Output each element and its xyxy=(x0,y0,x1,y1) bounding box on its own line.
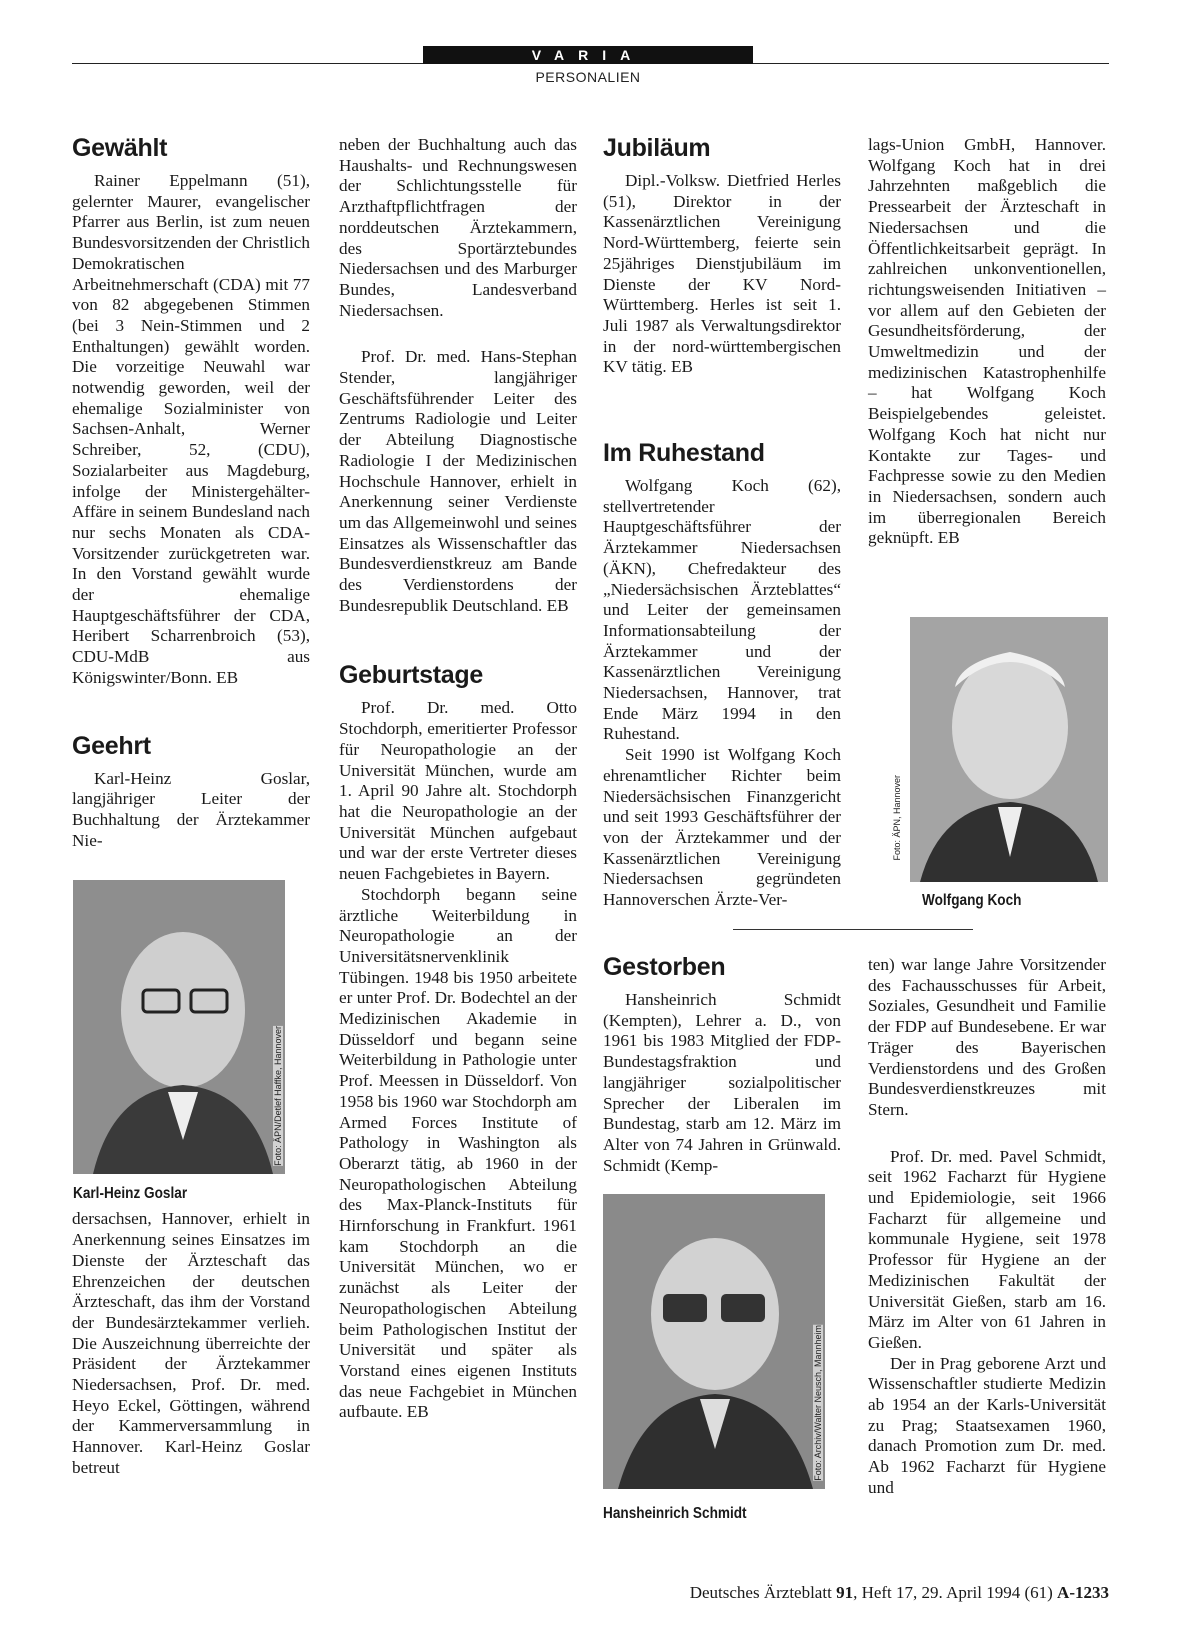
column-4 xyxy=(868,135,1106,549)
credit-goslar: Foto: ÄPN/Detlef Haffke, Hannover xyxy=(273,1026,283,1166)
footer-journal: Deutsches Ärzteblatt xyxy=(689,1583,837,1602)
section-label: PERSONALIEN xyxy=(535,69,641,85)
footer-volume: 91 xyxy=(836,1583,854,1602)
divider-rule xyxy=(733,929,973,930)
photo-wolfgang-koch xyxy=(910,617,1108,882)
caption-koch: Wolfgang Koch xyxy=(922,892,1022,909)
heading-ruhestand: Im Ruhestand xyxy=(603,439,765,468)
text-herles: Dipl.-Volksw. Dietfried Herles (51), Direktor in der Kassenärztlichen Vereinigung Nord-Württemberg, feierte sein 25jähriges Dienstjubiläum im Dienste der KV Nord-Württemberg. Herles ist seit 1. Juli 1987 als Verwaltungsdirektor in der nord-württembergischen KV tätig. EB xyxy=(603,171,841,377)
text-stochdorph-2: Stochdorph begann seine ärztliche Weiterbildung in Neuropathologie an der Universitätsnervenklinik Tübingen. 1948 bis 1950 arbeitete er unter Prof. Dr. Bodechtel an der Medizinischen Akademie in Düsseldorf und begann seine Weiterbildung in Pathologie unter Prof. Meessen in Düsseldorf. Von 1958 bis 1960 war Stochdorph am Armed Forces Institute of Pathology in Washington als Oberarzt tätig, ab 1960 in der Neuropathologischen Abteilung des Max-Planck-Instituts für Hirnforschung in Frankfurt. 1961 kam Stochdorph an die Universität München, wo er zunächst als Leiter der Neuropathologischen Abteilung beim Pathologischen Institut der Universität und später als Vorstand eines eigenen Instituts das neue Fachgebiet in München aufbaute. EB xyxy=(339,884,577,1422)
text-stender: Prof. Dr. med. Hans-Stephan Stender, langjähriger Geschäftsführender Leiter des Zentrums Radiologie und Leiter der Abteilung Diagnostische Radiologie I der Medizinischen Hochschule Hannover, erhielt in Anerkennung seiner Verdienste um das Allgemeinwohl und seines Einsatzes als Wissenschaftler das Bundesverdienstkreuz am Bande des Verdienstordens der Bundesrepublik Deutschland. EB xyxy=(339,347,577,615)
text-pavel-schmidt-2: Der in Prag geborene Arzt und Wissenschaftler studierte Medizin ab 1954 an der Karls-Universität zu Prag; Staatsexamen 1960, danach Promotion zum Dr. med. Ab 1962 Facharzt für Hygiene und xyxy=(868,1353,1106,1497)
text-gewaehlt-cont: neben der Buchhaltung auch das Haushalts- und Rechnungswesen der Schlichtungsstelle für Arzthaftpflichtfragen der norddeutschen Ärztekammern, des Sportärztebundes Niedersachsen und des Marburger Bundes, Landesverband Niedersachsen. xyxy=(339,135,577,320)
text-koch-3: lags-Union GmbH, Hannover. Wolfgang Koch hat in drei Jahrzehnten maßgeblich die Pressearbeit der Ärzteschaft in Niedersachsen und die Öffentlichkeitsarbeit geprägt. In zahlreichen unkonventionellen, richtungsweisenden Initiativen – vor allem auf den Gebieten der Gesundheitsförderung, der Umweltmedizin und der medizinischen Katastrophenhilfe – hat Wolfgang Koch Beispielgebendes geleistet. Wolfgang Koch hat nicht nur Kontakte zur Tages- und Fachpresse sowie zu den Medien in Niedersachsen, sondern auch im überregionalen Bereich geknüpft. EB xyxy=(868,135,1106,548)
text-pavel-schmidt-1: Prof. Dr. med. Pavel Schmidt, seit 1962 Facharzt für Hygiene und Epidemiologie, seit 1966 Facharzt für allgemeine und kommunale Hygiene, seit 1978 Professor für Hygiene an der Medizinischen Fakultät der Universität Gießen, starb am 16. März im Alter von 61 Jahren in Gießen. xyxy=(868,1146,1106,1352)
heading-geburtstage: Geburtstage xyxy=(339,661,483,690)
text-geehrt-2: dersachsen, Hannover, erhielt in Anerkennung seines Einsatzes im Dienste der Ärzteschaft das Ehrenzeichen der deutschen Ärzteschaft, das ihm der Vorstand der Bundesärztekammer verlieh. Die Auszeichnung überreichte der Präsident der Ärztekammer Niedersachsen, Prof. Dr. med. Heyo Eckel, Göttingen, während der Kammerversammlung in Hannover. Karl-Heinz Goslar betreut xyxy=(72,1209,310,1477)
portrait-schmidt-icon xyxy=(603,1194,825,1489)
photo-hansheinrich-schmidt xyxy=(603,1194,825,1489)
text-geehrt-1: Karl-Heinz Goslar, langjähriger Leiter der Buchhaltung der Ärztekammer Nie- xyxy=(72,768,310,850)
caption-hansheinrich-schmidt: Hansheinrich Schmidt xyxy=(603,1505,747,1522)
text-gewaehlt: Rainer Eppelmann (51), gelernter Maurer, evangelischer Pfarrer aus Berlin, ist zum neuen Bundesvorsitzenden der Christlich Demokratischen Arbeitnehmerschaft (CDA) mit 77 von 82 abgegebenen Stimmen (bei 3 Nein-Stimmen und 2 Enthaltungen) gewählt worden. Die vorzeitige Neuwahl war notwendig geworden, weil der ehemalige Sozialminister von Sachsen-Anhalt, Werner Schreiber, 52, (CDU), Sozialarbeiter aus Magdeburg, infolge der Ministergehälter-Affäre in seinem Bundesland nach nur sechs Monaten als CDA-Vorsitzender zurückgetreten war. In den Vorstand gewählt wurde der ehemalige Hauptgeschäftsführer der CDA, Heribert Scharrenbroich (53), CDU-MdB aus Königswinter/Bonn. EB xyxy=(72,171,310,687)
heading-jubilaeum: Jubiläum xyxy=(603,134,711,162)
credit-schmidt: Foto: Archiv/Walter Neusch, Mannheim xyxy=(813,1325,823,1481)
column-3 xyxy=(603,133,841,911)
credit-koch: Foto: ÄPN, Hannover xyxy=(892,775,902,861)
column-2 xyxy=(339,135,577,1423)
portrait-koch-icon xyxy=(910,617,1108,882)
footer-issue: , Heft 17, 29. April 1994 (61) xyxy=(853,1583,1058,1602)
caption-goslar: Karl-Heinz Goslar xyxy=(73,1185,188,1202)
photo-karl-heinz-goslar xyxy=(73,880,285,1174)
text-hansheinrich-cont: ten) war lange Jahre Vorsitzender des Fachausschusses für Arbeit, Soziales, Gesundheit und Familie der FDP auf Bundesebene. Er war Träger des Bayerischen Verdienstordens und des Großen Bundesverdienstkreuzes mit Stern. xyxy=(868,955,1106,1119)
footer-page: A-1233 xyxy=(1057,1583,1109,1602)
column-4-lower xyxy=(868,955,1106,1499)
text-koch-1: Wolfgang Koch (62), stellvertretender Hauptgeschäftsführer der Ärztekammer Niedersachsen (ÄKN), Chefredakteur des „Niedersächsischen Ärzteblattes“ und Leiter der gemeinsamen Informationsabteilung der Ärztekammer und der Kassenärztlichen Vereinigung Niedersachsen, Hannover, trat Ende März 1994 in den Ruhestand. xyxy=(603,476,841,744)
text-hansheinrich-schmidt: Hansheinrich Schmidt (Kempten), Lehrer a. D., von 1961 bis 1983 Mitglied der FDP-Bundestagsfraktion und langjähriger sozialpolitischer Sprecher der Liberalen im Bundestag, starb am 12. März im Alter von 74 Jahren in Grünwald. Schmidt (Kemp- xyxy=(603,990,841,1175)
heading-gewaehlt: Gewählt xyxy=(72,134,168,162)
column-1 xyxy=(72,133,310,1479)
heading-geehrt: Geehrt xyxy=(72,731,151,760)
heading-gestorben: Gestorben xyxy=(603,953,726,981)
portrait-goslar-icon xyxy=(73,880,285,1174)
page-footer xyxy=(690,1583,1109,1603)
column-3-lower xyxy=(603,952,841,1176)
varia-banner: VARIA xyxy=(423,46,753,64)
text-koch-2: Seit 1990 ist Wolfgang Koch ehrenamtlicher Richter beim Niedersächsischen Finanzgericht und seit 1993 Geschäftsführer der von der Ärztekammer und der Kassenärztlichen Vereinigung Niedersachsen gegründeten Hannoverschen Ärzte-Ver- xyxy=(603,745,841,910)
text-stochdorph-1: Prof. Dr. med. Otto Stochdorph, emeritierter Professor für Neuropathologie an der Universität München, wurde am 1. April 90 Jahre alt. Stochdorph hat die Neuropathologie an der Universität München aufgebaut und war der erste Vertreter dieses neuen Fachgebietes in Bayern. xyxy=(339,698,577,884)
